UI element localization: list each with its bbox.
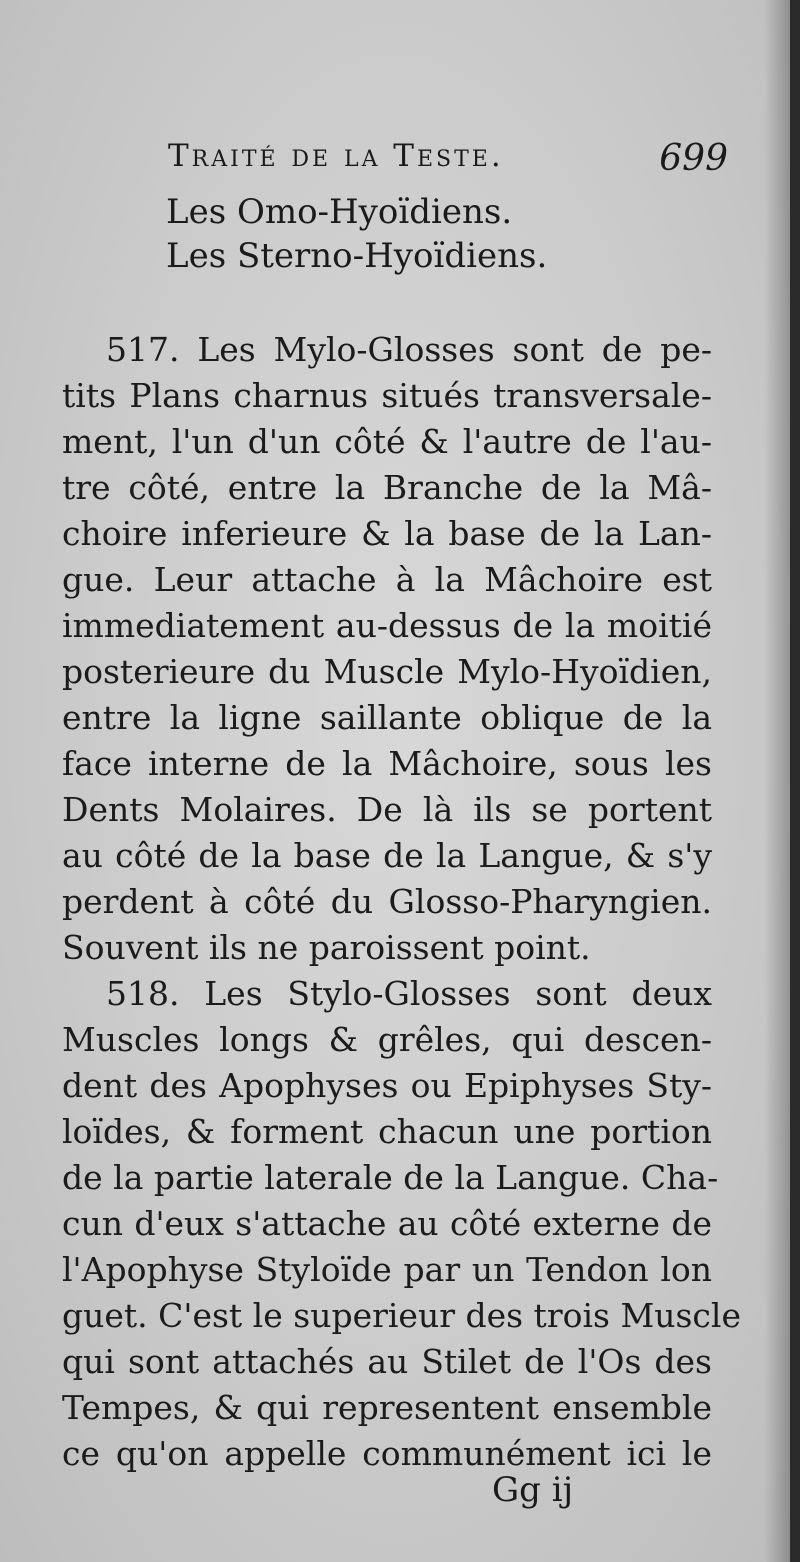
list-item: Les Omo-Hyoïdiens. bbox=[166, 192, 513, 232]
text-line: Dents Molaires. De là ils se portent bbox=[62, 790, 712, 829]
text-line: tre côté, entre la Branche de la Mâ- bbox=[62, 468, 712, 507]
paragraph-518 bbox=[62, 971, 741, 1477]
text-line: Muscles longs & grêles, qui descen- bbox=[62, 1020, 712, 1059]
page-header bbox=[168, 138, 728, 188]
text-line: 518. Les Stylo-Glosses sont deux bbox=[106, 974, 712, 1013]
text-line: face interne de la Mâchoire, sous les bbox=[62, 744, 712, 783]
text-line: posterieure du Muscle Mylo-Hyoïdien, bbox=[62, 652, 712, 691]
paragraph-517 bbox=[62, 327, 712, 971]
text-line: au côté de la base de la Langue, & s'y bbox=[62, 836, 712, 875]
running-title: Traité de la Teste. bbox=[168, 138, 504, 174]
muscle-list bbox=[166, 190, 726, 278]
text-line: tits Plans charnus situés transversale- bbox=[62, 376, 712, 415]
text-line: choire inferieure & la base de la Lan- bbox=[62, 514, 712, 553]
text-line: guet. C'est le superieur des trois Muscle bbox=[62, 1296, 741, 1335]
text-line: gue. Leur attache à la Mâchoire est bbox=[62, 560, 712, 599]
list-item: Les Sterno-Hyoïdiens. bbox=[166, 236, 548, 276]
text-line: Tempes, & qui representent ensemble bbox=[62, 1388, 712, 1427]
text-line: l'Apophyse Styloïde par un Tendon lon bbox=[62, 1250, 712, 1289]
text-line: Souvent ils ne paroissent point. bbox=[62, 928, 591, 967]
text-line: de la partie laterale de la Langue. Cha- bbox=[62, 1158, 719, 1197]
body-text bbox=[62, 327, 741, 1477]
signature-mark: Gg ij bbox=[492, 1470, 574, 1510]
text-line: dent des Apophyses ou Epiphyses Sty- bbox=[62, 1066, 712, 1105]
text-line: cun d'eux s'attache au côté externe de bbox=[62, 1204, 712, 1243]
text-line: ce qu'on appelle communément ici le bbox=[62, 1434, 712, 1473]
text-line: ment, l'un d'un côté & l'autre de l'au- bbox=[62, 422, 712, 461]
text-line: perdent à côté du Glosso-Pharyngien. bbox=[62, 882, 712, 921]
text-line: 517. Les Mylo-Glosses sont de pe- bbox=[106, 330, 712, 369]
page-number: 699 bbox=[659, 138, 728, 179]
text-line: loïdes, & forment chacun une portion bbox=[62, 1112, 712, 1151]
text-line: immediatement au-dessus de la moitié bbox=[62, 606, 712, 645]
text-line: entre la ligne saillante oblique de la bbox=[62, 698, 712, 737]
page-edge-shadow bbox=[764, 0, 790, 1562]
text-line: qui sont attachés au Stilet de l'Os des bbox=[62, 1342, 712, 1381]
